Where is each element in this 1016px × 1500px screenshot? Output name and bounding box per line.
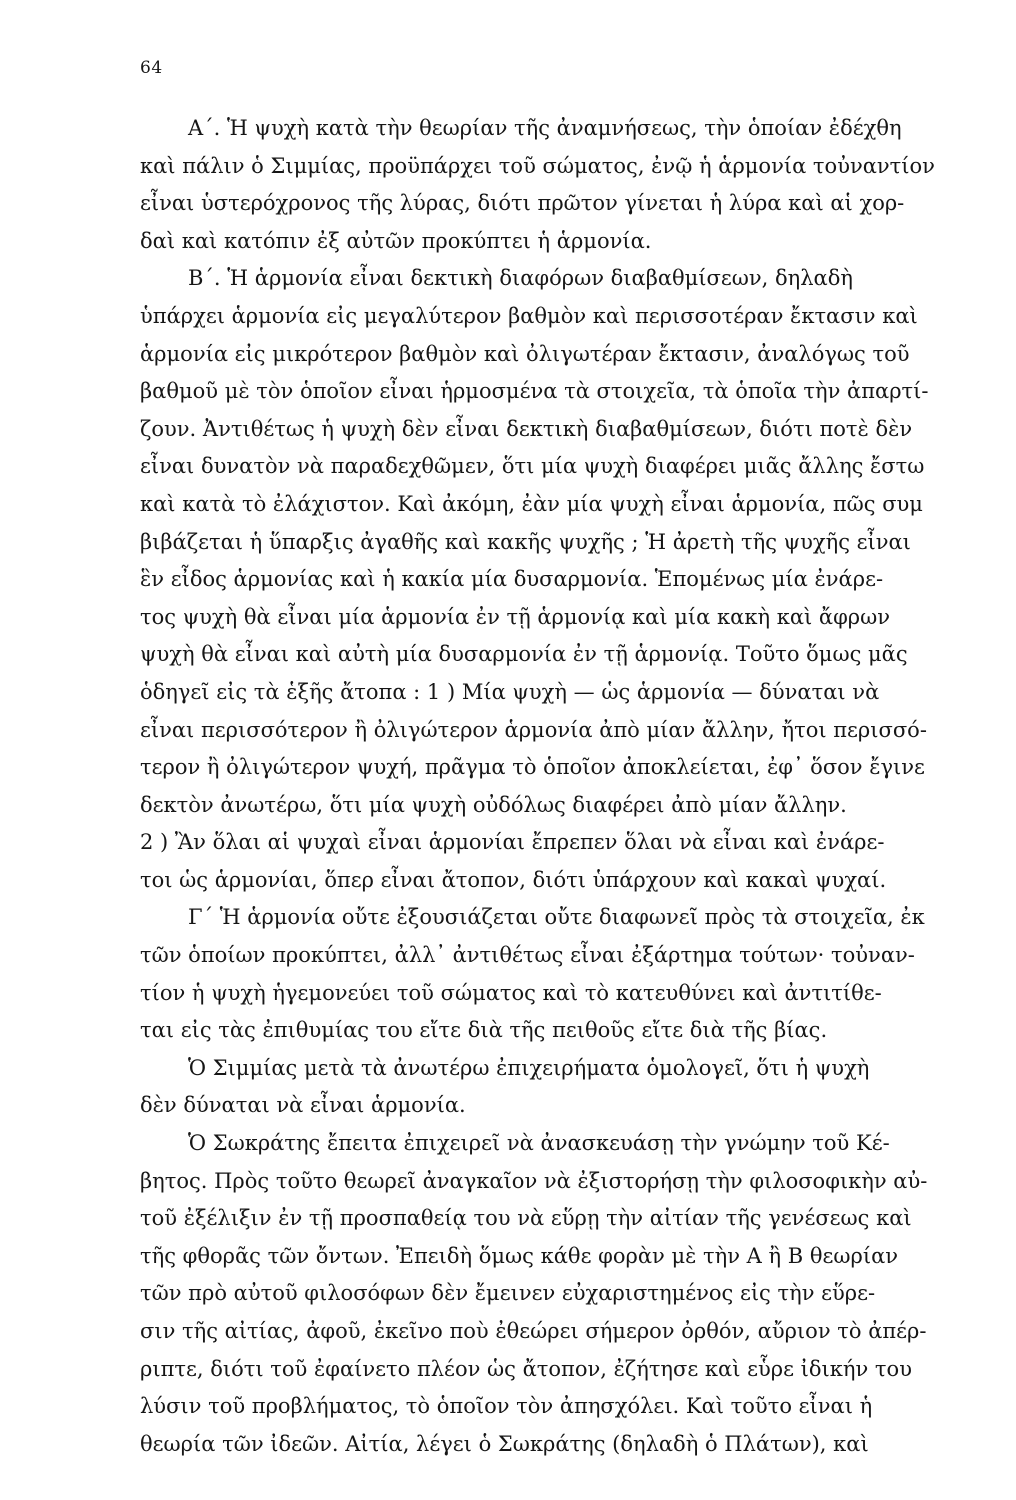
body-text bbox=[140, 110, 970, 1463]
text-line: Α΄. Ἡ ψυχὴ κατὰ τὴν θεωρίαν τῆς ἀναμνήσεως, τὴν ὁποίαν ἐδέχθη bbox=[188, 116, 902, 140]
text-line: τερον ἢ ὀλιγώτερον ψυχή, πρᾶγμα τὸ ὁποῖον ἀποκλείεται, ἐφ᾽ ὅσον ἔγινε bbox=[140, 755, 925, 780]
text-line: τος ψυχὴ θὰ εἶναι μία ἁρμονία ἐν τῇ ἁρμονίᾳ καὶ μία κακὴ καὶ ἄφρων bbox=[140, 604, 891, 629]
text-line: τοῦ ἐξέλιξιν ἐν τῇ προσπαθείᾳ του νὰ εὕρῃ τὴν αἰτίαν τῆς γενέσεως καὶ bbox=[140, 1206, 912, 1231]
text-line: εἶναι δυνατὸν νὰ παραδεχθῶμεν, ὅτι μία ψυχὴ διαφέρει μιᾶς ἄλλης ἔστω bbox=[140, 454, 925, 479]
text-line: δαὶ καὶ κατόπιν ἐξ αὐτῶν προκύπτει ἡ ἁρμονία. bbox=[140, 228, 652, 253]
text-line: σιν τῆς αἰτίας, ἀφοῦ, ἐκεῖνο ποὺ ἐθεώρει σήμερον ὀρθόν, αὔριον τὸ ἀπέρ- bbox=[140, 1319, 927, 1343]
text-line: ὁδηγεῖ εἰς τὰ ἑξῆς ἄτοπα : 1 ) Μία ψυχὴ — ὡς ἁρμονία — δύναται νὰ bbox=[140, 679, 880, 704]
text-line: Β΄. Ἡ ἁρμονία εἶναι δεκτικὴ διαφόρων διαβαθμίσεων, δηλαδὴ bbox=[188, 266, 853, 291]
text-line: Ὁ Σωκράτης ἔπειτα ἐπιχειρεῖ νὰ ἀνασκευάσῃ τὴν γνώμην τοῦ Κέ- bbox=[188, 1131, 890, 1156]
text-line: ψυχὴ θὰ εἶναι καὶ αὐτὴ μία δυσαρμονία ἐν τῇ ἁρμονίᾳ. Τοῦτο ὅμως μᾶς bbox=[140, 642, 908, 667]
text-line: ὑπάρχει ἁρμονία εἰς μεγαλύτερον βαθμὸν καὶ περισσοτέραν ἔκτασιν καὶ bbox=[140, 303, 918, 328]
text-line: τῆς φθορᾶς τῶν ὄντων. Ἐπειδὴ ὅμως κάθε φορὰν μὲ τὴν Α ἢ Β θεωρίαν bbox=[140, 1243, 899, 1268]
text-line: 2 ) Ἂν ὅλαι αἱ ψυχαὶ εἶναι ἁρμονίαι ἔπρεπεν ὅλαι νὰ εἶναι καὶ ἐνάρε- bbox=[140, 830, 885, 855]
text-line: θεωρία τῶν ἰδεῶν. Αἰτία, λέγει ὁ Σωκράτης (δηλαδὴ ὁ Πλάτων), καὶ bbox=[140, 1431, 869, 1456]
text-line: Ὁ Σιμμίας μετὰ τὰ ἀνωτέρω ἐπιχειρήματα ὁμολογεῖ, ὅτι ἡ ψυχὴ bbox=[188, 1055, 870, 1080]
text-line: ριπτε, διότι τοῦ ἐφαίνετο πλέον ὡς ἄτοπον, ἐζήτησε καὶ εὗρε ἰδικήν του bbox=[140, 1356, 912, 1381]
text-line: τίον ἡ ψυχὴ ἡγεμονεύει τοῦ σώματος καὶ τὸ κατευθύνει καὶ ἀντιτίθε- bbox=[140, 980, 882, 1005]
text-line: καὶ πάλιν ὁ Σιμμίας, προϋπάρχει τοῦ σώματος, ἐνῷ ἡ ἁρμονία τοὐναντίον bbox=[140, 153, 935, 178]
text-line: βαθμοῦ μὲ τὸν ὁποῖον εἶναι ἡρμοσμένα τὰ στοιχεῖα, τὰ ὁποῖα τὴν ἀπαρτί- bbox=[140, 379, 929, 404]
text-line: εἶναι περισσότερον ἢ ὀλιγώτερον ἁρμονία ἀπὸ μίαν ἄλλην, ἤτοι περισσό- bbox=[140, 717, 927, 742]
text-line: ται εἰς τὰς ἐπιθυμίας του εἴτε διὰ τῆς πειθοῦς εἴτε διὰ τῆς βίας. bbox=[140, 1018, 828, 1043]
text-line: εἶναι ὑστερόχρονος τῆς λύρας, διότι πρῶτον γίνεται ἡ λύρα καὶ αἱ χορ- bbox=[140, 191, 905, 216]
text-line: Γ΄ Ἡ ἁρμονία οὔτε ἐξουσιάζεται οὔτε διαφωνεῖ πρὸς τὰ στοιχεῖα, ἐκ bbox=[188, 905, 925, 930]
text-line: τοι ὡς ἁρμονίαι, ὅπερ εἶναι ἄτοπον, διότι ὑπάρχουν καὶ κακαὶ ψυχαί. bbox=[140, 867, 887, 892]
text-line: βιβάζεται ἡ ὕπαρξις ἀγαθῆς καὶ κακῆς ψυχῆς ; Ἡ ἀρετὴ τῆς ψυχῆς εἶναι bbox=[140, 529, 911, 554]
text-line: βητος. Πρὸς τοῦτο θεωρεῖ ἀναγκαῖον νὰ ἐξιστορήσῃ τὴν φιλοσοφικὴν αὐ- bbox=[140, 1168, 928, 1193]
text-line: τῶν πρὸ αὐτοῦ φιλοσόφων δὲν ἔμεινεν εὐχαριστημένος εἰς τὴν εὕρε- bbox=[140, 1281, 876, 1306]
text-line: καὶ κατὰ τὸ ἐλάχιστον. Καὶ ἀκόμη, ἐὰν μία ψυχὴ εἶναι ἁρμονία, πῶς συμ bbox=[140, 491, 923, 516]
text-line: δεκτὸν ἀνωτέρω, ὅτι μία ψυχὴ οὐδόλως διαφέρει ἀπὸ μίαν ἄλλην. bbox=[140, 792, 847, 817]
page-number: 64 bbox=[140, 58, 163, 78]
text-line: λύσιν τοῦ προβλήματος, τὸ ὁποῖον τὸν ἀπησχόλει. Καὶ τοῦτο εἶναι ἡ bbox=[140, 1394, 873, 1419]
text-line: τῶν ὁποίων προκύπτει, ἀλλ᾽ ἀντιθέτως εἶναι ἐξάρτημα τούτων· τοὐναν- bbox=[140, 943, 915, 968]
text-line: δὲν δύναται νὰ εἶναι ἁρμονία. bbox=[140, 1093, 466, 1118]
text-line: ζουν. Ἀντιθέτως ἡ ψυχὴ δὲν εἶναι δεκτικὴ διαβαθμίσεων, διότι ποτὲ δὲν bbox=[140, 416, 913, 441]
text-line: ἓν εἶδος ἁρμονίας καὶ ἡ κακία μία δυσαρμονία. Ἑπομένως μία ἐνάρε- bbox=[140, 567, 884, 592]
text-line: ἁρμονία εἰς μικρότερον βαθμὸν καὶ ὀλιγωτέραν ἔκτασιν, ἀναλόγως τοῦ bbox=[140, 341, 910, 366]
